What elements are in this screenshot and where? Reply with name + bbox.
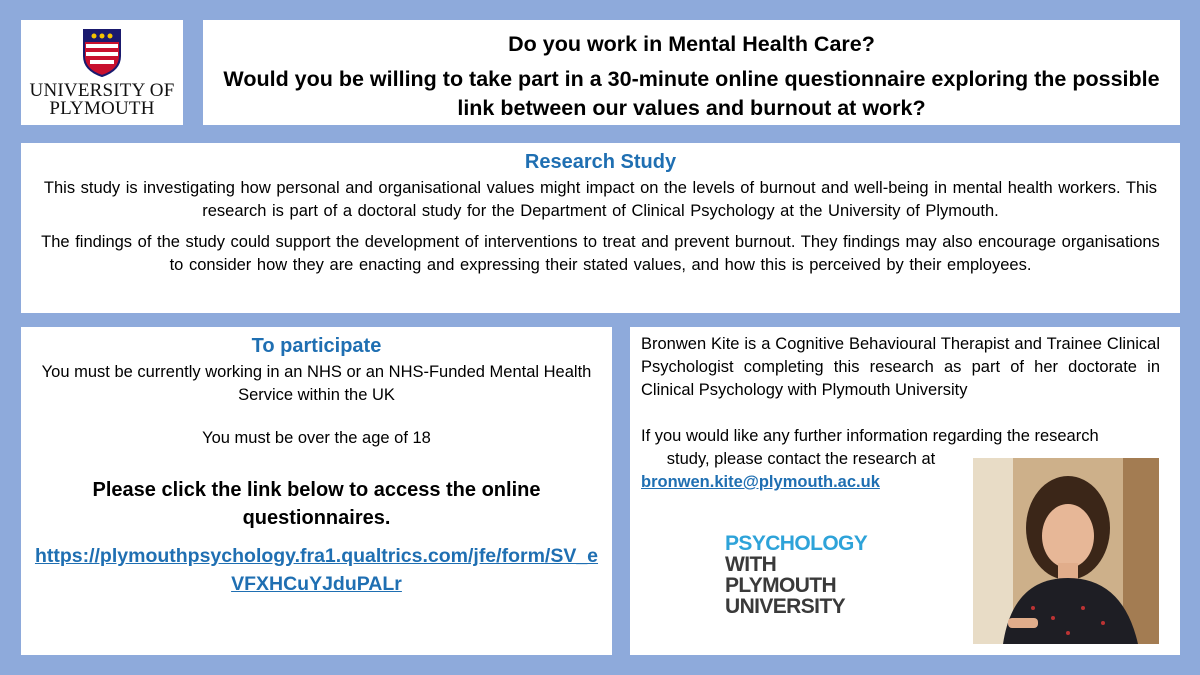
contact-line-2: study, please contact the research at bbox=[666, 450, 936, 468]
researcher-photo bbox=[973, 458, 1159, 644]
logo-line-1: UNIVERSITY OF bbox=[29, 79, 175, 101]
university-logo bbox=[21, 20, 183, 125]
psych-logo-line-2: WITH bbox=[725, 553, 777, 576]
logo-line-2: PLYMOUTH bbox=[49, 97, 155, 119]
header-question-1: Do you work in Mental Health Care? bbox=[508, 32, 875, 56]
university-wordmark bbox=[29, 79, 175, 119]
research-study-panel bbox=[21, 143, 1180, 313]
participate-panel bbox=[21, 327, 612, 655]
header-banner bbox=[203, 20, 1180, 125]
requirement-nhs: You must be currently working in an NHS or an NHS-Funded Mental Health Service within the UK bbox=[41, 363, 592, 404]
research-title: Research Study bbox=[524, 151, 677, 173]
researcher-info-panel bbox=[630, 327, 1180, 655]
email-link[interactable]: bronwen.kite@plymouth.ac.uk bbox=[641, 473, 880, 491]
header-question-2: Would you be willing to take part in a 30-minute online questionnaire exploring the possible link between our values and burnout at work? bbox=[223, 67, 1160, 120]
questionnaire-link[interactable]: https://plymouthpsychology.fra1.qualtrics.com/jfe/form/SV_eVFXHCuYJduPALr bbox=[34, 545, 599, 595]
research-paragraph-2: The findings of the study could support the development of interventions to treat and prevent burnout. They findings may also encourage organisations to consider how they are enacting and expressing their stated values, and how this is perceived by their employees. bbox=[41, 233, 1160, 274]
researcher-bio: Bronwen Kite is a Cognitive Behavioural Therapist and Trainee Clinical Psychologist completing this research as part of her doctorate in Clinical Psychology with Plymouth University bbox=[641, 335, 1160, 399]
call-to-action: Please click the link below to access the online questionnaires. bbox=[92, 479, 541, 529]
researcher-photo-illustration bbox=[973, 458, 1159, 644]
contact-line-1: If you would like any further information regarding the research bbox=[641, 427, 1099, 445]
psych-logo-line-3: PLYMOUTH bbox=[725, 574, 837, 597]
university-crest-icon bbox=[82, 28, 122, 78]
psych-logo-line-1: PSYCHOLOGY bbox=[725, 532, 868, 555]
requirement-age: You must be over the age of 18 bbox=[202, 429, 431, 447]
psychology-plymouth-logo bbox=[725, 533, 867, 617]
psych-logo-line-4: UNIVERSITY bbox=[725, 595, 846, 618]
participate-title: To participate bbox=[251, 335, 382, 357]
research-paragraph-1: This study is investigating how personal and organisational values might impact on the levels of burnout and well-being in mental health workers. This research is part of a doctoral study for the Department of Clinical Psychology at the University of Plymouth. bbox=[43, 179, 1158, 220]
